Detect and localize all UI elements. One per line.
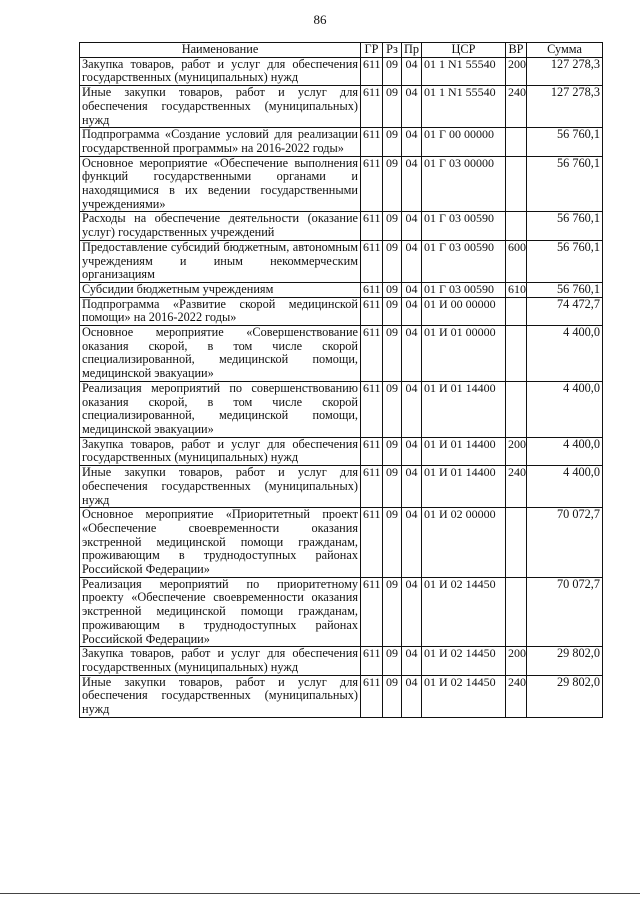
table-row <box>80 437 603 465</box>
csr-cell: 01 И 01 00000 <box>422 326 506 382</box>
pr-cell: 04 <box>402 437 422 465</box>
csr-cell: 01 И 02 14450 <box>422 675 506 717</box>
name-cell: Закупка товаров, работ и услуг для обеспечения государственных (муниципальных) нужд <box>80 647 361 675</box>
budget-table <box>79 42 603 718</box>
sum-cell: 56 760,1 <box>527 282 603 297</box>
csr-cell: 01 И 01 14400 <box>422 466 506 508</box>
gr-cell: 611 <box>361 282 383 297</box>
rz-cell: 09 <box>383 57 402 85</box>
pr-cell: 04 <box>402 86 422 128</box>
csr-cell: 01 Г 03 00590 <box>422 212 506 240</box>
sum-cell: 127 278,3 <box>527 86 603 128</box>
rz-cell: 09 <box>383 647 402 675</box>
vr-cell <box>506 212 527 240</box>
csr-cell: 01 1 N1 55540 <box>422 57 506 85</box>
pr-cell: 04 <box>402 240 422 282</box>
table-row <box>80 381 603 437</box>
rz-cell: 09 <box>383 326 402 382</box>
vr-cell <box>506 128 527 156</box>
name-cell: Расходы на обеспечение деятельности (оказание услуг) государственных учреждений <box>80 212 361 240</box>
vr-cell <box>506 326 527 382</box>
name-cell: Основное мероприятие «Обеспечение выполнения функций государственными органами и находящимися в их ведении государственными учреждениями» <box>80 156 361 212</box>
pr-cell: 04 <box>402 156 422 212</box>
gr-cell: 611 <box>361 326 383 382</box>
table-row <box>80 675 603 717</box>
pr-cell: 04 <box>402 326 422 382</box>
vr-cell: 240 <box>506 86 527 128</box>
vr-cell <box>506 508 527 578</box>
table-row <box>80 282 603 297</box>
sum-cell: 29 802,0 <box>527 647 603 675</box>
csr-cell: 01 Г 03 00000 <box>422 156 506 212</box>
table-row <box>80 156 603 212</box>
pr-cell: 04 <box>402 297 422 325</box>
rz-cell: 09 <box>383 466 402 508</box>
rz-cell: 09 <box>383 282 402 297</box>
sum-cell: 56 760,1 <box>527 212 603 240</box>
footer-rule <box>0 893 640 894</box>
gr-cell: 611 <box>361 212 383 240</box>
vr-cell: 240 <box>506 466 527 508</box>
name-cell: Иные закупки товаров, работ и услуг для обеспечения государственных (муниципальных) нужд <box>80 675 361 717</box>
header-vr: ВР <box>506 43 527 58</box>
vr-cell: 600 <box>506 240 527 282</box>
gr-cell: 611 <box>361 128 383 156</box>
rz-cell: 09 <box>383 212 402 240</box>
header-csr: ЦСР <box>422 43 506 58</box>
table-row <box>80 240 603 282</box>
header-sum: Сумма <box>527 43 603 58</box>
pr-cell: 04 <box>402 282 422 297</box>
gr-cell: 611 <box>361 675 383 717</box>
table-row <box>80 128 603 156</box>
csr-cell: 01 И 02 14450 <box>422 647 506 675</box>
csr-cell: 01 Г 03 00590 <box>422 240 506 282</box>
csr-cell: 01 И 01 14400 <box>422 437 506 465</box>
rz-cell: 09 <box>383 437 402 465</box>
name-cell: Реализация мероприятий по совершенствованию оказания скорой, в том числе скорой специализированной, медицинской помощи, медицинской эвакуации» <box>80 381 361 437</box>
gr-cell: 611 <box>361 508 383 578</box>
sum-cell: 56 760,1 <box>527 128 603 156</box>
name-cell: Подпрограмма «Создание условий для реализации государственной программы» на 2016-2022 годы» <box>80 128 361 156</box>
vr-cell <box>506 577 527 647</box>
name-cell: Субсидии бюджетным учреждениям <box>80 282 361 297</box>
pr-cell: 04 <box>402 128 422 156</box>
pr-cell: 04 <box>402 675 422 717</box>
sum-cell: 29 802,0 <box>527 675 603 717</box>
pr-cell: 04 <box>402 57 422 85</box>
csr-cell: 01 И 00 00000 <box>422 297 506 325</box>
gr-cell: 611 <box>361 466 383 508</box>
table-row <box>80 577 603 647</box>
rz-cell: 09 <box>383 508 402 578</box>
csr-cell: 01 И 02 14450 <box>422 577 506 647</box>
vr-cell <box>506 297 527 325</box>
table-header-row <box>80 43 603 58</box>
rz-cell: 09 <box>383 240 402 282</box>
table-row <box>80 508 603 578</box>
table-row <box>80 86 603 128</box>
sum-cell: 70 072,7 <box>527 577 603 647</box>
header-gr: ГР <box>361 43 383 58</box>
table-row <box>80 466 603 508</box>
sum-cell: 70 072,7 <box>527 508 603 578</box>
header-pr: Пр <box>402 43 422 58</box>
csr-cell: 01 И 02 00000 <box>422 508 506 578</box>
rz-cell: 09 <box>383 297 402 325</box>
sum-cell: 4 400,0 <box>527 381 603 437</box>
rz-cell: 09 <box>383 577 402 647</box>
sum-cell: 4 400,0 <box>527 437 603 465</box>
vr-cell <box>506 381 527 437</box>
gr-cell: 611 <box>361 577 383 647</box>
sum-cell: 127 278,3 <box>527 57 603 85</box>
sum-cell: 4 400,0 <box>527 466 603 508</box>
gr-cell: 611 <box>361 240 383 282</box>
vr-cell <box>506 156 527 212</box>
header-name: Наименование <box>80 43 361 58</box>
gr-cell: 611 <box>361 86 383 128</box>
table-row <box>80 297 603 325</box>
table-row <box>80 326 603 382</box>
gr-cell: 611 <box>361 437 383 465</box>
pr-cell: 04 <box>402 381 422 437</box>
rz-cell: 09 <box>383 128 402 156</box>
rz-cell: 09 <box>383 156 402 212</box>
csr-cell: 01 И 01 14400 <box>422 381 506 437</box>
name-cell: Основное мероприятие «Совершенствование оказания скорой, в том числе скорой специализированной, медицинской помощи, медицинской эвакуации» <box>80 326 361 382</box>
gr-cell: 611 <box>361 156 383 212</box>
name-cell: Закупка товаров, работ и услуг для обеспечения государственных (муниципальных) нужд <box>80 57 361 85</box>
page-number: 86 <box>313 12 327 27</box>
sum-cell: 74 472,7 <box>527 297 603 325</box>
sum-cell: 4 400,0 <box>527 326 603 382</box>
pr-cell: 04 <box>402 212 422 240</box>
gr-cell: 611 <box>361 381 383 437</box>
pr-cell: 04 <box>402 466 422 508</box>
vr-cell: 610 <box>506 282 527 297</box>
vr-cell: 200 <box>506 437 527 465</box>
csr-cell: 01 1 N1 55540 <box>422 86 506 128</box>
header-rz: Рз <box>383 43 402 58</box>
sum-cell: 56 760,1 <box>527 156 603 212</box>
gr-cell: 611 <box>361 297 383 325</box>
name-cell: Предоставление субсидий бюджетным, автономным учреждениям и иным некоммерческим организациям <box>80 240 361 282</box>
name-cell: Основное мероприятие «Приоритетный проект «Обеспечение своевременности оказания экстренной медицинской помощи гражданам, проживающим в труднодоступных районах Российской Федерации» <box>80 508 361 578</box>
gr-cell: 611 <box>361 647 383 675</box>
sum-cell: 56 760,1 <box>527 240 603 282</box>
name-cell: Иные закупки товаров, работ и услуг для обеспечения государственных (муниципальных) нужд <box>80 86 361 128</box>
vr-cell: 200 <box>506 647 527 675</box>
name-cell: Закупка товаров, работ и услуг для обеспечения государственных (муниципальных) нужд <box>80 437 361 465</box>
csr-cell: 01 Г 03 00590 <box>422 282 506 297</box>
pr-cell: 04 <box>402 508 422 578</box>
table-row <box>80 57 603 85</box>
rz-cell: 09 <box>383 381 402 437</box>
pr-cell: 04 <box>402 577 422 647</box>
table-row <box>80 212 603 240</box>
rz-cell: 09 <box>383 675 402 717</box>
vr-cell: 200 <box>506 57 527 85</box>
rz-cell: 09 <box>383 86 402 128</box>
name-cell: Реализация мероприятий по приоритетному проекту «Обеспечение своевременности оказания экстренной медицинской помощи гражданам, проживающим в труднодоступных районах Российской Федерации» <box>80 577 361 647</box>
pr-cell: 04 <box>402 647 422 675</box>
table-row <box>80 647 603 675</box>
vr-cell: 240 <box>506 675 527 717</box>
gr-cell: 611 <box>361 57 383 85</box>
name-cell: Подпрограмма «Развитие скорой медицинской помощи» на 2016-2022 годы» <box>80 297 361 325</box>
name-cell: Иные закупки товаров, работ и услуг для обеспечения государственных (муниципальных) нужд <box>80 466 361 508</box>
csr-cell: 01 Г 00 00000 <box>422 128 506 156</box>
